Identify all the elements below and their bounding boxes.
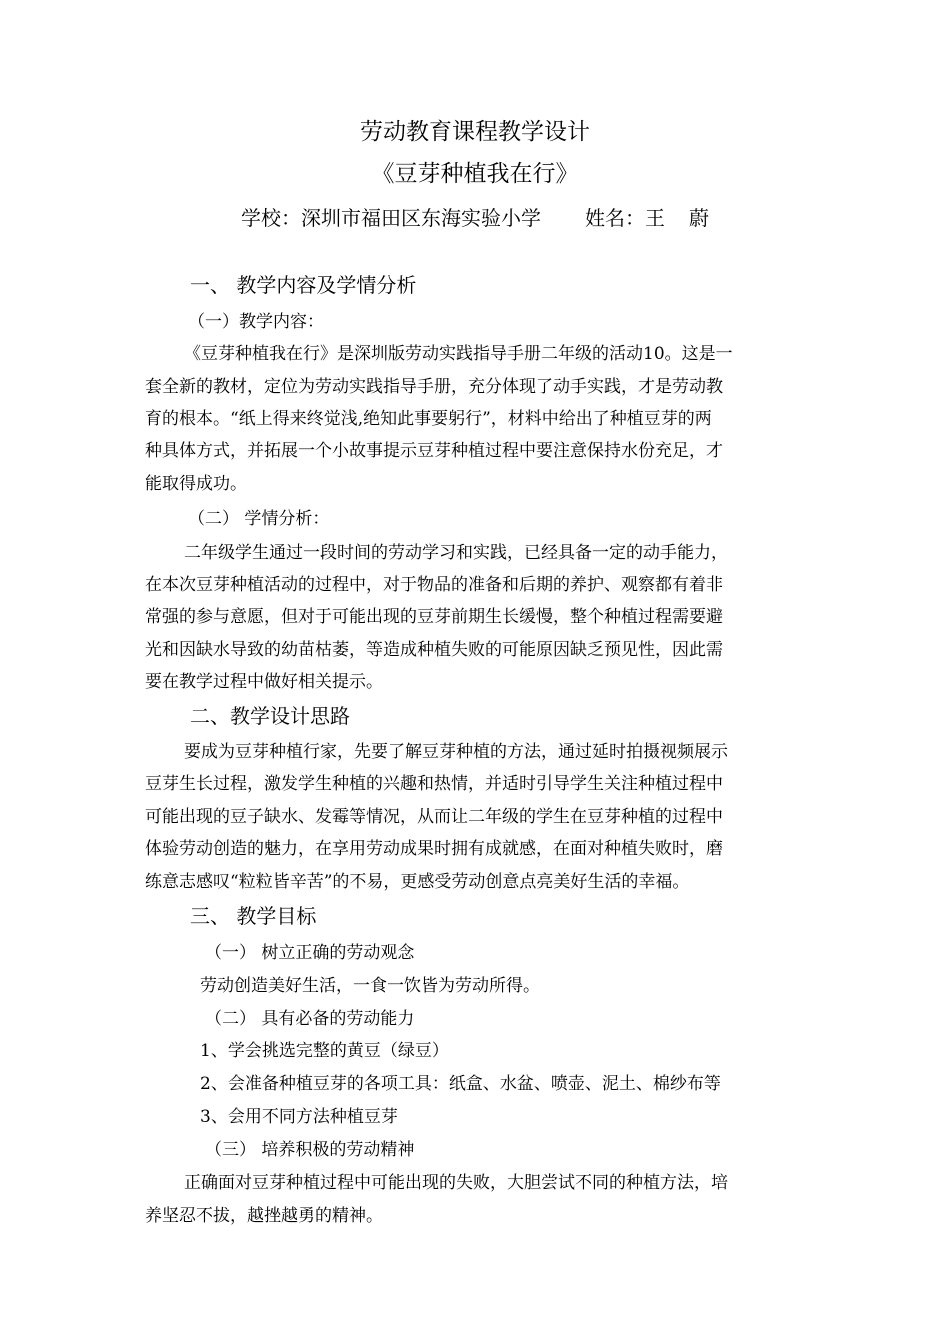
paragraph-line: 练意志感叹“粒粒皆辛苦”的不易，更感受劳动创意点亮美好生活的幸福。: [145, 872, 690, 892]
school-label: 学校：: [241, 206, 301, 230]
paragraph-line: 体验劳动创造的魅力，在享用劳动成果时拥有成就感，在面对种植失败时，磨: [145, 839, 723, 859]
subheading-labor-spirit: （三） 培养积极的劳动精神: [205, 1140, 415, 1160]
paragraph-line: 光和因缺水导致的幼苗枯萎，等造成种植失败的可能原因缺乏预见性，因此需: [145, 640, 723, 660]
paragraph-line: 可能出现的豆子缺水、发霉等情况，从而让二年级的学生在豆芽种植的过程中: [145, 807, 723, 827]
subheading-labor-ability: （二） 具有必备的劳动能力: [205, 1009, 415, 1029]
subheading-teaching-content: （一）教学内容：: [188, 312, 324, 332]
list-item: 2、会准备种植豆芽的各项工具：纸盒、水盆、喷壶、泥土、棉纱布等: [200, 1074, 721, 1094]
paragraph-line: 套全新的教材，定位为劳动实践指导手册，充分体现了动手实践，才是劳动教: [145, 377, 723, 397]
paragraph-line: 劳动创造美好生活，一食一饮皆为劳动所得。: [200, 976, 540, 996]
name-label: 姓名：: [585, 206, 645, 230]
paragraph-line: 正确面对豆芽种植过程中可能出现的失败，大胆尝试不同的种植方法，培: [184, 1173, 728, 1193]
paragraph-line: 要成为豆芽种植行家，先要了解豆芽种植的方法，通过延时拍摄视频展示: [184, 742, 728, 762]
section-heading-design-idea: 二、教学设计思路: [190, 704, 350, 728]
school-name: 深圳市福田区东海实验小学: [301, 206, 541, 230]
paragraph-line: 育的根本。“纸上得来终觉浅,绝知此事要躬行”，材料中给出了种植豆芽的两: [145, 409, 712, 429]
paragraph-line: 能取得成功。: [145, 474, 247, 494]
paragraph-line: 要在教学过程中做好相关提示。: [145, 672, 383, 692]
paragraph-line: 养坚忍不拔，越挫越勇的精神。: [145, 1206, 383, 1226]
subheading-student-analysis: （二） 学情分析：: [188, 509, 330, 529]
author-info: [0, 203, 950, 233]
document-subtitle: 《豆芽种植我在行》: [371, 161, 579, 187]
list-item: 3、会用不同方法种植豆芽: [200, 1107, 398, 1127]
list-item: 1、学会挑选完整的黄豆（绿豆）: [200, 1041, 449, 1061]
paragraph-line: 种具体方式，并拓展一个小故事提示豆芽种植过程中要注意保持水份充足，才: [145, 441, 723, 461]
paragraph-line: 二年级学生通过一段时间的劳动学习和实践，已经具备一定的动手能力，: [184, 543, 728, 563]
section-heading-goals: 三、 教学目标: [190, 904, 317, 928]
paragraph-line: 常强的参与意愿，但对于可能出现的豆芽前期生长缓慢，整个种植过程需要避: [145, 607, 723, 627]
document-title: 劳动教育课程教学设计: [360, 119, 590, 145]
author-name-first: 王: [645, 206, 665, 230]
subheading-labor-concept: （一） 树立正确的劳动观念: [205, 943, 415, 963]
author-name-last: 蔚: [689, 206, 709, 230]
paragraph-line: 豆芽生长过程，激发学生种植的兴趣和热情，并适时引导学生关注种植过程中: [145, 774, 723, 794]
section-heading-content-analysis: 一、 教学内容及学情分析: [190, 273, 417, 297]
paragraph-line: 在本次豆芽种植活动的过程中，对于物品的准备和后期的养护、观察都有着非: [145, 575, 723, 595]
paragraph-line: 《豆芽种植我在行》是深圳版劳动实践指导手册二年级的活动10。这是一: [184, 344, 733, 364]
